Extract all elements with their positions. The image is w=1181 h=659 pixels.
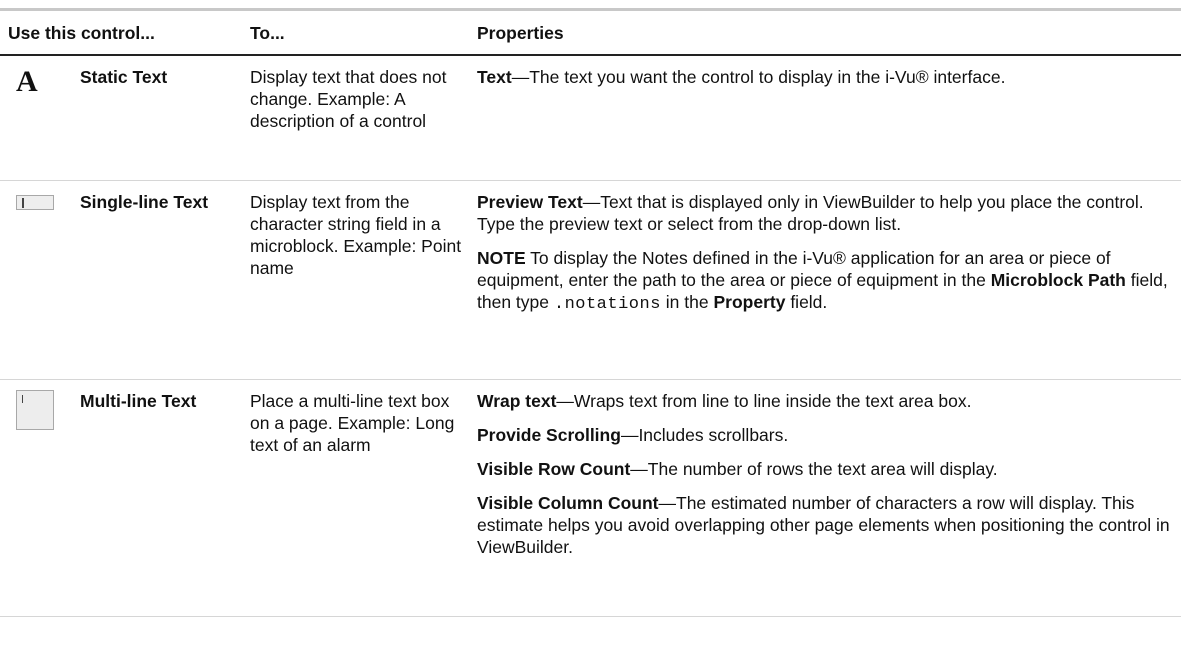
- note-label: NOTE: [477, 248, 526, 268]
- property-item: [477, 492, 1173, 558]
- property-term: Text: [477, 67, 512, 87]
- property-term: Preview Text: [477, 192, 583, 212]
- single-line-textbox-icon: [16, 195, 54, 210]
- control-name: Multi-line Text: [80, 391, 197, 411]
- control-name: Single-line Text: [80, 192, 209, 212]
- note-text: in the: [665, 292, 709, 312]
- properties-cell: [475, 181, 1181, 380]
- table-row: [0, 55, 1181, 181]
- property-term: Visible Column Count: [477, 493, 659, 513]
- property-item: [477, 390, 1173, 412]
- purpose-cell: Display text from the character string field in a microblock. Example: Point name: [240, 181, 475, 380]
- property-desc: —Text that is displayed only in ViewBuilder to help you place the control. Type the preview text or select from the drop-down list.: [477, 192, 1144, 234]
- control-cell: [0, 55, 240, 181]
- property-term: Wrap text: [477, 391, 557, 411]
- control-cell: [0, 380, 240, 617]
- properties-cell: [475, 55, 1181, 181]
- note-text: field.: [790, 292, 828, 312]
- header-properties: Properties: [475, 11, 1181, 55]
- table-header-row: [0, 11, 1181, 55]
- purpose-cell: Place a multi-line text box on a page. Example: Long text of an alarm: [240, 380, 475, 617]
- multi-line-textbox-icon: [16, 390, 54, 430]
- header-control: Use this control...: [0, 11, 240, 55]
- property-desc: —The text you want the control to display in the i-Vu® interface.: [511, 67, 1006, 87]
- note-code: .notations: [553, 295, 661, 314]
- property-desc: —Wraps text from line to line inside the text area box.: [556, 391, 972, 411]
- property-term: Visible Row Count: [477, 459, 631, 479]
- controls-table: [0, 11, 1181, 617]
- property-item: [477, 191, 1173, 235]
- purpose-cell: Display text that does not change. Example: A description of a control: [240, 55, 475, 181]
- property-term: Provide Scrolling: [477, 425, 621, 445]
- header-to: To...: [240, 11, 475, 55]
- note-field-property: Property: [713, 292, 786, 312]
- properties-cell: [475, 380, 1181, 617]
- table-row: [0, 380, 1181, 617]
- table-row: [0, 181, 1181, 380]
- property-desc: —The estimated number of characters a row will display. This estimate helps you avoid overlapping other page elements when positioning the control in ViewBuilder.: [477, 493, 1170, 557]
- property-item: [477, 424, 1173, 446]
- note-text: field, then type: [477, 270, 1168, 312]
- control-cell: [0, 181, 240, 380]
- control-name: Static Text: [80, 67, 168, 87]
- text-A-icon: A: [16, 65, 38, 98]
- property-desc: —The number of rows the text area will display.: [630, 459, 998, 479]
- note-text: To display the Notes defined in the i-Vu® application for an area or piece of equipment, enter the path to the area or piece of equipment in the: [477, 248, 1111, 290]
- property-desc: —Includes scrollbars.: [620, 425, 789, 445]
- property-item: [477, 66, 1173, 88]
- note-field-microblock-path: Microblock Path: [990, 270, 1126, 290]
- property-item: [477, 458, 1173, 480]
- note-paragraph: [477, 247, 1173, 316]
